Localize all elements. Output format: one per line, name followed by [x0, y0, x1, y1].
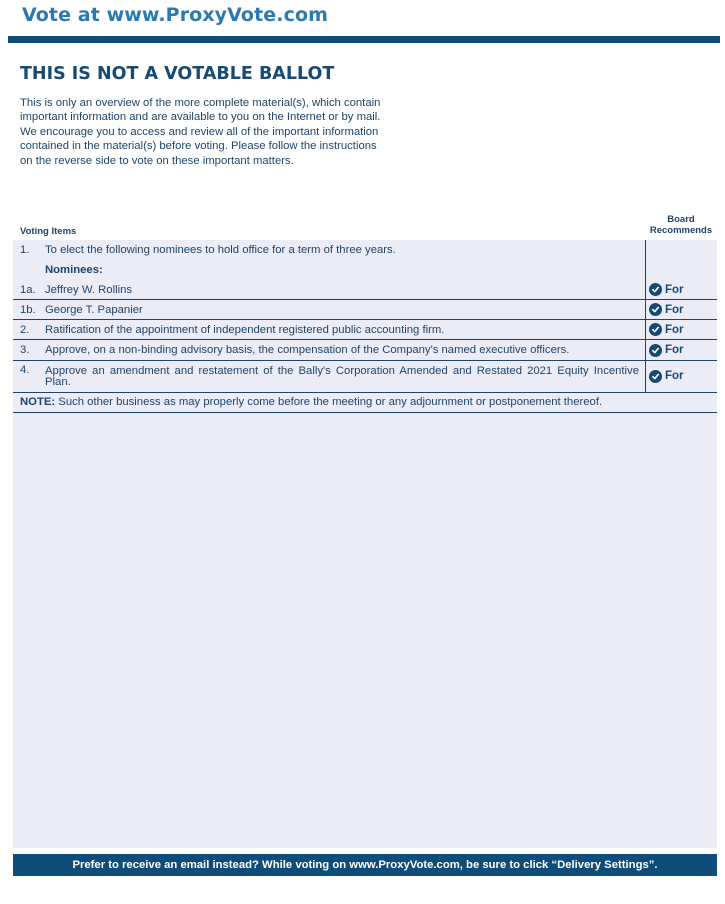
item-number: 3. [20, 344, 30, 356]
footer-banner: Prefer to receive an email instead? While voting on www.ProxyVote.com, be sure to click “Delivery Settings”. [13, 854, 717, 876]
check-circle-icon [649, 370, 662, 383]
table-row [13, 320, 717, 340]
item-recommendation [645, 320, 717, 339]
note-label: NOTE: [20, 396, 56, 408]
table-row [13, 300, 717, 320]
item-text: Approve, on a non-binding advisory basis, the compensation of the Company's named executive officers. [45, 344, 570, 356]
item-number: 1a. [20, 283, 36, 296]
note-row [13, 393, 717, 413]
recommendation-label: For [665, 323, 684, 336]
item-recommendation [645, 280, 717, 299]
col-header-board-recommends [645, 214, 717, 236]
item-recommendation [645, 340, 717, 360]
table-row [13, 240, 717, 260]
col-header-voting-items: Voting Items [20, 226, 77, 237]
nominees-label: Nominees: [45, 264, 103, 276]
intro-paragraph: This is only an overview of the more complete material(s), which contain important information and are available to you on the Internet or by mail. We encourage you to access and review all of the important information contained in the material(s) before voting. Please follow the instructions on the reverse side to vote on these important matters. [20, 97, 381, 167]
item-text: Ratification of the appointment of independent registered public accounting firm. [45, 323, 445, 336]
recommendation-label: For [665, 344, 684, 356]
table-row [13, 340, 717, 361]
item-recommendation [645, 361, 717, 392]
table-row [13, 361, 717, 393]
item-text: George T. Papanier [45, 303, 143, 316]
header-rule [8, 36, 720, 43]
col-header-line1: Board [667, 214, 695, 225]
check-circle-icon [649, 283, 662, 296]
table-row [13, 260, 717, 280]
ballot-title: THIS IS NOT A VOTABLE BALLOT [20, 64, 335, 84]
item-recommendation [645, 300, 717, 319]
item-number: 4. [20, 364, 30, 376]
item-text: Approve an amendment and restatement of the Bally's Corporation Amended and Restated 2021 Equity Incentive Plan. [45, 364, 639, 388]
col-header-line2: Recommends [649, 225, 713, 236]
item-recommendation [645, 240, 717, 260]
table-row [13, 280, 717, 300]
item-text: Jeffrey W. Rollins [45, 283, 133, 296]
item-number: 1b. [20, 303, 36, 316]
recommendation-label: For [665, 370, 684, 382]
recommendation-label: For [665, 303, 684, 316]
header-title[interactable]: Vote at www.ProxyVote.com [22, 4, 328, 26]
recommendation-label: For [665, 283, 684, 296]
item-number: 2. [20, 323, 30, 336]
check-circle-icon [649, 344, 662, 357]
check-circle-icon [649, 303, 662, 316]
voting-items-table [13, 240, 717, 413]
item-text: To elect the following nominees to hold office for a term of three years. [45, 244, 396, 256]
note-text: Such other business as may properly come before the meeting or any adjournment or postponement thereof. [55, 396, 603, 408]
check-circle-icon [649, 323, 662, 336]
item-recommendation [645, 260, 717, 280]
item-number: 1. [20, 244, 30, 256]
